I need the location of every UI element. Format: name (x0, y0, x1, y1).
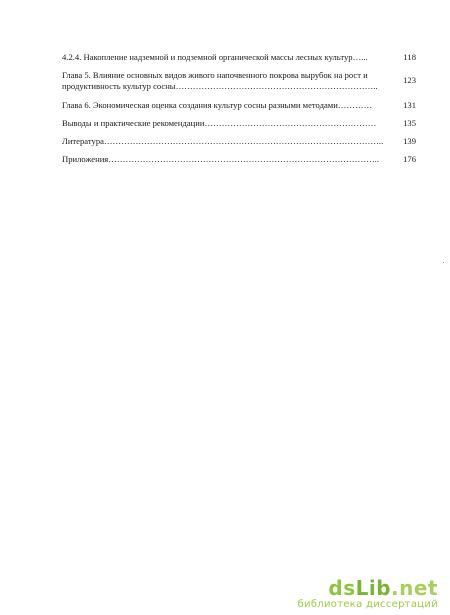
scan-speck (443, 262, 444, 263)
toc-entry[interactable] (62, 52, 422, 63)
logo-net: .net (391, 576, 438, 600)
toc-entry-title: Приложения………………………………………………………………………………….. (62, 154, 379, 164)
table-of-contents (62, 52, 422, 165)
toc-entry[interactable] (62, 136, 422, 147)
toc-entry-title: Глава 6. Экономическая оценка создания культур сосны разными методами………… (62, 100, 373, 110)
logo-ds: ds (328, 576, 356, 600)
toc-entry-title: Выводы и практические рекомендации…………………………………………………… (62, 118, 377, 128)
toc-entry-page: 139 (403, 136, 416, 146)
toc-entry[interactable] (62, 100, 422, 111)
toc-entry-page: 131 (403, 100, 416, 110)
toc-entry-page: 135 (403, 118, 416, 128)
toc-entry[interactable] (62, 70, 422, 92)
toc-entry-page: 118 (403, 52, 416, 62)
toc-entry-title: 4.2.4. Накопление надземной и подземной органической массы лесных культур…... (62, 52, 368, 62)
toc-entry[interactable] (62, 154, 422, 165)
toc-entry-title: Глава 5. Влияние основных видов живого напочвенного покрова вырубок на рост и продуктивность культур сосны…………………………………………………………….. (62, 70, 378, 91)
toc-entry-page: 123 (403, 75, 416, 85)
toc-entry-title: Литература…………………………………………………………………………………….. (62, 136, 384, 146)
watermark-subtitle: библиотека диссертаций (297, 599, 438, 610)
logo-lib: Lib (355, 576, 392, 600)
toc-entry[interactable] (62, 118, 422, 129)
toc-entry-page: 176 (403, 154, 416, 164)
dslib-logo (298, 577, 438, 599)
dslib-watermark[interactable] (298, 577, 438, 611)
